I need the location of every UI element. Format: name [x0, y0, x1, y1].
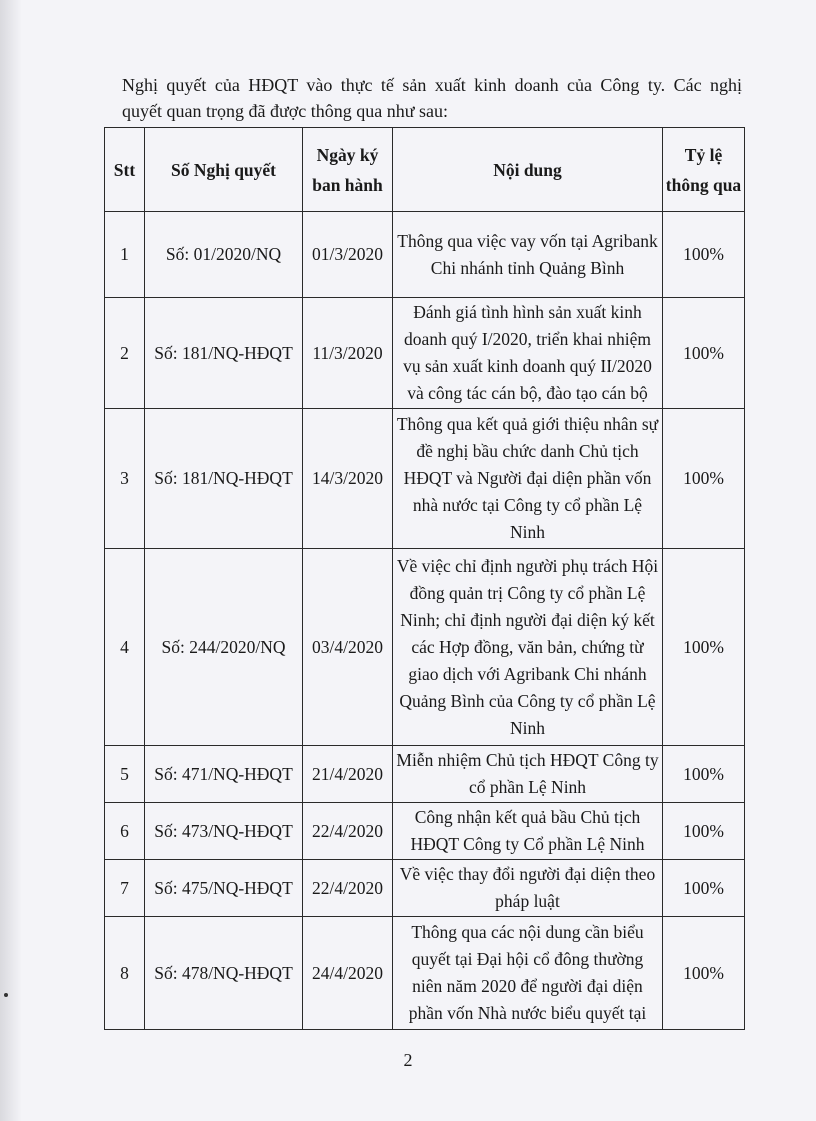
cell-ngay: 24/4/2020	[303, 917, 393, 1030]
intro-line-1: Nghị quyết của HĐQT vào thực tế sản xuất kinh doanh của Công ty. Các nghị	[122, 75, 742, 95]
header-ngay-ky	[303, 128, 393, 212]
header-ty-le	[663, 128, 745, 212]
page-number: 2	[403, 1050, 413, 1070]
scan-edge-shadow	[0, 0, 22, 1121]
header-noi-dung: Nội dung	[393, 128, 663, 212]
intro-line-2: quyết quan trọng đã được thông qua như sau:	[122, 101, 448, 121]
cell-ngay: 22/4/2020	[303, 803, 393, 860]
cell-ty-le: 100%	[663, 212, 745, 298]
cell-so: Số: 01/2020/NQ	[145, 212, 303, 298]
table-row	[105, 803, 745, 860]
header-ty-le-line-2: thông qua	[665, 174, 742, 195]
cell-stt: 5	[105, 746, 145, 803]
cell-noi-dung: Thông qua các nội dung cần biểu quyết tại Đại hội cổ đông thường niên năm 2020 để người đại diện phần vốn Nhà nước biểu quyết tại	[393, 917, 663, 1030]
cell-noi-dung: Công nhận kết quả bầu Chủ tịch HĐQT Công ty Cổ phần Lệ Ninh	[393, 803, 663, 860]
cell-so: Số: 181/NQ-HĐQT	[145, 409, 303, 549]
cell-ty-le: 100%	[663, 917, 745, 1030]
table-row	[105, 549, 745, 746]
table-row	[105, 860, 745, 917]
cell-stt: 6	[105, 803, 145, 860]
cell-ngay: 11/3/2020	[303, 298, 393, 409]
cell-ty-le: 100%	[663, 860, 745, 917]
cell-so: Số: 181/NQ-HĐQT	[145, 298, 303, 409]
cell-noi-dung: Về việc thay đổi người đại diện theo pháp luật	[393, 860, 663, 917]
cell-stt: 8	[105, 917, 145, 1030]
cell-so: Số: 244/2020/NQ	[145, 549, 303, 746]
table-row	[105, 298, 745, 409]
cell-ty-le: 100%	[663, 803, 745, 860]
cell-so: Số: 473/NQ-HĐQT	[145, 803, 303, 860]
cell-noi-dung: Miễn nhiệm Chủ tịch HĐQT Công ty cổ phần Lệ Ninh	[393, 746, 663, 803]
header-ngay-line-2: ban hành	[312, 174, 383, 195]
cell-ty-le: 100%	[663, 298, 745, 409]
header-stt: Stt	[105, 128, 145, 212]
cell-ty-le: 100%	[663, 409, 745, 549]
cell-noi-dung: Thông qua kết quả giới thiệu nhân sự đề nghị bầu chức danh Chủ tịch HĐQT và Người đại diện phần vốn nhà nước tại Công ty cổ phần Lệ Ninh	[393, 409, 663, 549]
cell-ty-le: 100%	[663, 746, 745, 803]
table-header-row	[105, 128, 745, 212]
cell-stt: 3	[105, 409, 145, 549]
table-row	[105, 212, 745, 298]
cell-noi-dung: Thông qua việc vay vốn tại Agribank Chi nhánh tỉnh Quảng Bình	[393, 212, 663, 298]
cell-ngay: 22/4/2020	[303, 860, 393, 917]
cell-stt: 4	[105, 549, 145, 746]
cell-so: Số: 478/NQ-HĐQT	[145, 917, 303, 1030]
header-so-nghi-quyet: Số Nghị quyết	[145, 128, 303, 212]
cell-noi-dung: Đánh giá tình hình sản xuất kinh doanh quý I/2020, triển khai nhiệm vụ sản xuất kinh doanh quý II/2020 và công tác cán bộ, đào tạo cán bộ	[393, 298, 663, 409]
header-ty-le-line-1: Tỷ lệ	[684, 144, 723, 165]
cell-noi-dung: Về việc chỉ định người phụ trách Hội đồng quản trị Công ty cổ phần Lệ Ninh; chỉ định người đại diện ký kết các Hợp đồng, văn bản, chứng từ giao dịch với Agribank Chi nhánh Quảng Bình của Công ty cổ phần Lệ Ninh	[393, 549, 663, 746]
scan-speck	[4, 993, 8, 997]
cell-ngay: 21/4/2020	[303, 746, 393, 803]
cell-so: Số: 475/NQ-HĐQT	[145, 860, 303, 917]
cell-ngay: 14/3/2020	[303, 409, 393, 549]
cell-stt: 1	[105, 212, 145, 298]
cell-stt: 2	[105, 298, 145, 409]
table-row	[105, 746, 745, 803]
cell-ty-le: 100%	[663, 549, 745, 746]
cell-stt: 7	[105, 860, 145, 917]
header-ngay-line-1: Ngày ký	[316, 144, 379, 165]
table-row	[105, 409, 745, 549]
cell-ngay: 01/3/2020	[303, 212, 393, 298]
resolutions-table	[104, 127, 745, 1030]
cell-ngay: 03/4/2020	[303, 549, 393, 746]
intro-paragraph	[122, 72, 742, 124]
table-row	[105, 917, 745, 1030]
cell-so: Số: 471/NQ-HĐQT	[145, 746, 303, 803]
